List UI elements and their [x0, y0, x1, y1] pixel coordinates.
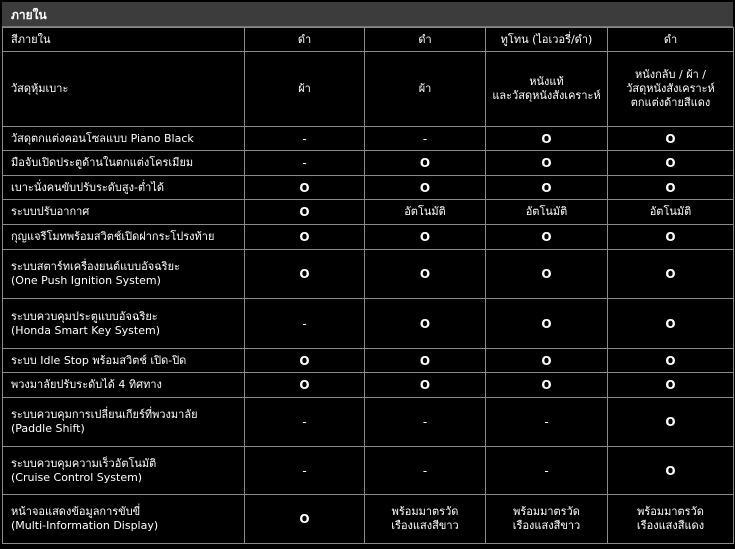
available-mark: O	[299, 353, 310, 368]
feature-label-cell	[3, 349, 245, 373]
table-row	[3, 200, 734, 225]
feature-label-cell	[3, 176, 245, 200]
available-mark: O	[299, 180, 310, 195]
feature-value-cell	[486, 176, 608, 200]
feature-value: เรืองแสงสีขาว	[391, 519, 459, 532]
feature-value-cell	[245, 225, 365, 250]
feature-value: เรืองแสงสีแดง	[636, 519, 705, 532]
feature-label: หน้าจอแสดงข้อมูลการขับขี่	[11, 505, 141, 518]
feature-value-cell	[365, 349, 486, 373]
feature-label-cell	[3, 52, 245, 127]
feature-value: วัสดุหนังสังเคราะห์	[626, 82, 715, 95]
feature-label: ระบบควบคุมความเร็วอัตโนมัติ	[11, 456, 157, 470]
feature-value: ตกแต่งด้ายสีแดง	[630, 96, 711, 109]
not-available-mark: -	[544, 415, 549, 429]
feature-value-cell	[486, 151, 608, 176]
feature-value-cell	[608, 200, 734, 225]
available-mark: O	[299, 512, 310, 526]
feature-value-cell	[486, 52, 608, 127]
feature-value-cell	[365, 447, 486, 495]
feature-value-cell	[245, 200, 365, 225]
not-available-mark: -	[302, 316, 307, 331]
available-mark: O	[665, 180, 676, 195]
feature-value-cell	[608, 151, 734, 176]
available-mark: O	[665, 230, 676, 244]
feature-label: (Paddle Shift)	[11, 422, 85, 435]
table-row	[3, 151, 734, 176]
section-title: ภายใน	[11, 8, 47, 22]
feature-value-cell	[608, 349, 734, 373]
available-mark: O	[665, 267, 676, 281]
feature-value-cell	[608, 447, 734, 495]
feature-value-cell	[245, 398, 365, 447]
not-available-mark: -	[422, 415, 428, 429]
available-mark: O	[665, 415, 676, 429]
available-mark: O	[419, 230, 431, 244]
feature-value-cell	[365, 52, 486, 127]
feature-label-cell	[3, 398, 245, 447]
feature-label: (Cruise Control System)	[11, 470, 143, 484]
feature-value: ผ้า	[418, 82, 432, 95]
feature-value-cell	[365, 250, 486, 299]
available-mark: O	[419, 353, 431, 368]
feature-label-cell	[3, 299, 245, 349]
feature-label: (Multi-Information Display)	[11, 519, 159, 532]
available-mark: O	[419, 156, 431, 170]
table-row	[3, 349, 734, 373]
feature-label: (One Push Ignition System)	[11, 274, 161, 287]
feature-value-cell	[608, 176, 734, 200]
table-row	[3, 373, 734, 398]
feature-label-cell	[3, 250, 245, 299]
feature-value-cell	[486, 200, 608, 225]
feature-label: ระบบควบคุมประตูแบบอัจฉริยะ	[11, 309, 158, 323]
available-mark: O	[541, 316, 552, 331]
feature-value-cell	[245, 349, 365, 373]
feature-label: (Honda Smart Key System)	[11, 323, 161, 337]
feature-value-cell	[365, 200, 486, 225]
feature-value: ผ้า	[298, 82, 311, 95]
header-label: สีภายใน	[11, 32, 51, 46]
header-color-label: ดำ	[663, 32, 678, 46]
feature-label: พวงมาลัยปรับระดับได้ 4 ทิศทาง	[11, 378, 162, 391]
feature-value-cell	[365, 127, 486, 151]
feature-label: ระบบ Idle Stop พร้อมสวิตช์ เปิด-ปิด	[11, 353, 187, 367]
available-mark: O	[665, 378, 676, 392]
available-mark: O	[665, 156, 676, 170]
available-mark: O	[419, 267, 431, 281]
available-mark: O	[541, 267, 552, 281]
header-color-cell	[245, 28, 365, 52]
feature-value-cell	[608, 398, 734, 447]
feature-value-cell	[486, 349, 608, 373]
header-color-label: ดำ	[297, 32, 312, 46]
header-color-label: ทูโทน (ไอเวอรี่/ดำ)	[500, 32, 593, 46]
feature-value-cell	[245, 250, 365, 299]
table-row	[3, 398, 734, 447]
available-mark: O	[541, 180, 552, 195]
feature-value: อัตโนมัติ	[404, 205, 446, 218]
feature-value-cell	[486, 447, 608, 495]
feature-value: อัตโนมัติ	[525, 205, 568, 218]
feature-label-cell	[3, 127, 245, 151]
feature-label: เบาะนั่งคนขับปรับระดับสูง-ต่ำได้	[11, 180, 164, 194]
feature-value-cell	[486, 495, 608, 544]
feature-value-cell	[486, 398, 608, 447]
feature-value-cell	[608, 299, 734, 349]
feature-label: มือจับเปิดประตูด้านในตกแต่งโครเมียม	[11, 156, 194, 169]
not-available-mark: -	[422, 463, 428, 478]
feature-value-cell	[245, 447, 365, 495]
available-mark: O	[299, 267, 310, 281]
feature-value: หนังกลับ / ผ้า /	[634, 68, 707, 81]
not-available-mark: -	[302, 415, 307, 429]
feature-value: พร้อมมาตรวัด	[513, 505, 580, 518]
feature-value: อัตโนมัติ	[649, 205, 692, 218]
not-available-mark: -	[302, 463, 307, 478]
available-mark: O	[665, 463, 676, 478]
header-color-cell	[486, 28, 608, 52]
feature-label: ระบบสตาร์ทเครื่องยนต์แบบอัจฉริยะ	[11, 260, 180, 273]
feature-value: และวัสดุหนังสังเคราะห์	[492, 89, 601, 102]
not-available-mark: -	[302, 131, 307, 146]
feature-value-cell	[608, 373, 734, 398]
feature-value-cell	[608, 250, 734, 299]
table-row	[3, 176, 734, 200]
feature-value-cell	[365, 299, 486, 349]
feature-value-cell	[608, 52, 734, 127]
not-available-mark: -	[422, 131, 428, 146]
available-mark: O	[665, 353, 676, 368]
feature-value-cell	[608, 127, 734, 151]
feature-value-cell	[365, 176, 486, 200]
interior-spec-table	[2, 27, 734, 544]
feature-label-cell	[3, 200, 245, 225]
feature-value-cell	[245, 373, 365, 398]
header-label-cell	[3, 28, 245, 52]
feature-label: กุญแจรีโมทพร้อมสวิตช์เปิดฝากระโปรงท้าย	[11, 230, 215, 243]
available-mark: O	[299, 205, 310, 219]
table-header-row	[3, 28, 734, 52]
feature-value-cell	[365, 151, 486, 176]
available-mark: O	[541, 156, 552, 170]
table-row	[3, 127, 734, 151]
available-mark: O	[541, 230, 552, 244]
feature-label: วัสดุตกแต่งคอนโซลแบบ Piano Black	[11, 131, 194, 145]
feature-value-cell	[245, 127, 365, 151]
feature-value-cell	[486, 373, 608, 398]
available-mark: O	[541, 353, 552, 368]
header-color-cell	[608, 28, 734, 52]
feature-value-cell	[365, 373, 486, 398]
feature-value-cell	[365, 225, 486, 250]
available-mark: O	[665, 316, 676, 331]
table-row	[3, 495, 734, 544]
available-mark: O	[419, 316, 431, 331]
available-mark: O	[541, 131, 552, 146]
feature-value-cell	[608, 225, 734, 250]
section-header	[2, 2, 733, 27]
feature-value: หนังแท้	[529, 75, 564, 88]
available-mark: O	[665, 131, 676, 146]
table-row	[3, 299, 734, 349]
feature-value-cell	[365, 398, 486, 447]
not-available-mark: -	[302, 156, 307, 170]
feature-value-cell	[608, 495, 734, 544]
feature-value-cell	[245, 176, 365, 200]
feature-value-cell	[245, 299, 365, 349]
feature-value-cell	[486, 225, 608, 250]
not-available-mark: -	[544, 463, 549, 478]
feature-label: ระบบปรับอากาศ	[11, 205, 90, 218]
table-row	[3, 447, 734, 495]
feature-label-cell	[3, 225, 245, 250]
feature-value-cell	[486, 299, 608, 349]
feature-value-cell	[486, 127, 608, 151]
available-mark: O	[299, 378, 310, 392]
table-row	[3, 225, 734, 250]
feature-label-cell	[3, 447, 245, 495]
feature-value: พร้อมมาตรวัด	[637, 505, 704, 518]
table-row	[3, 250, 734, 299]
feature-label-cell	[3, 151, 245, 176]
feature-value-cell	[245, 495, 365, 544]
feature-value-cell	[245, 151, 365, 176]
feature-label-cell	[3, 495, 245, 544]
feature-value: พร้อมมาตรวัด	[391, 505, 459, 518]
feature-label-cell	[3, 373, 245, 398]
header-color-label: ดำ	[418, 32, 432, 46]
feature-label: ระบบควบคุมการเปลี่ยนเกียร์ที่พวงมาลัย	[11, 408, 198, 421]
header-color-cell	[365, 28, 486, 52]
feature-value: เรืองแสงสีขาว	[512, 519, 581, 532]
feature-value-cell	[486, 250, 608, 299]
table-row	[3, 52, 734, 127]
feature-label: วัสดุหุ้มเบาะ	[11, 82, 69, 95]
available-mark: O	[419, 180, 431, 195]
available-mark: O	[299, 230, 310, 244]
feature-value-cell	[365, 495, 486, 544]
available-mark: O	[419, 378, 431, 392]
feature-value-cell	[245, 52, 365, 127]
available-mark: O	[541, 378, 552, 392]
